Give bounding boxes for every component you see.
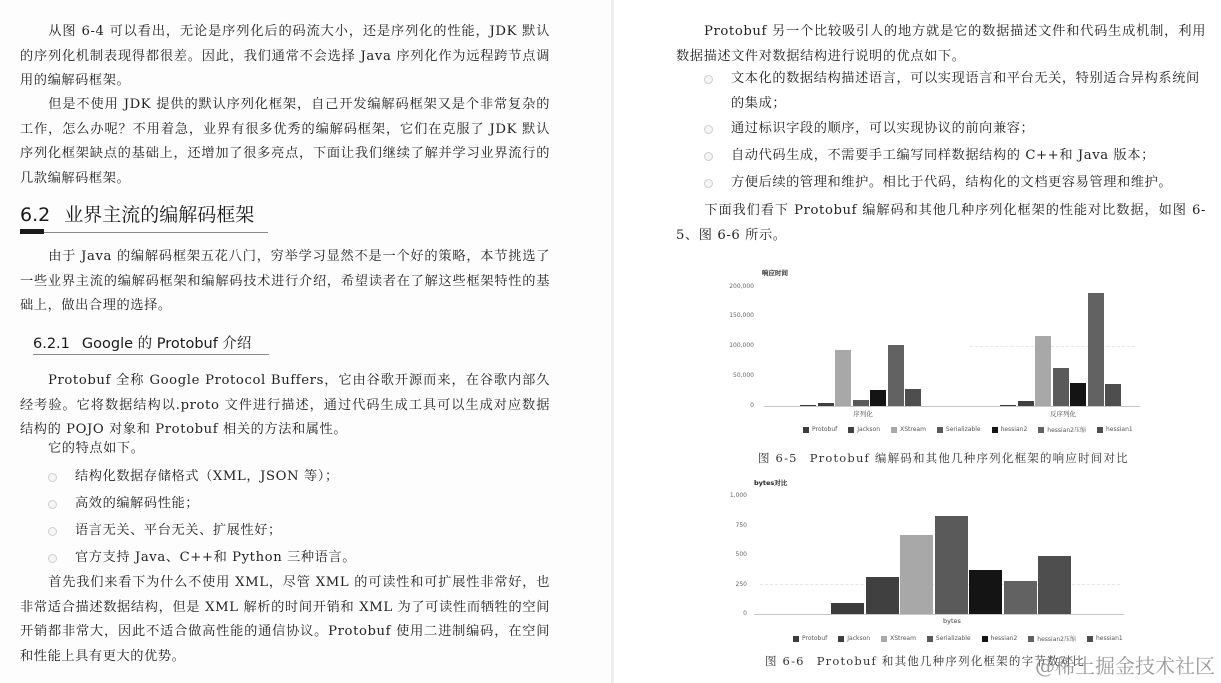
legend-item [937,425,981,434]
chart-title: 响应时间 [762,269,788,277]
y-tick: 0 [750,402,754,409]
bullet-icon [704,179,713,188]
y-tick: 0 [743,610,747,617]
legend-label: Protobuf [812,426,838,433]
y-tick: 200,000 [729,283,754,290]
x-category-label: bytes [943,617,961,625]
legend-label: Jackson [857,426,881,433]
legend-label: hessian1 [1106,426,1133,433]
chart-legend [803,425,1133,434]
bar [870,390,886,406]
paragraph-4: Protobuf 全称 Google Protocol Buffers，它由谷歌开源而来，在谷歌内部久经考验。它将数据结构以.proto 文件进行描述，通过代码生成工具可以生成对应数据结构的 POJO 对象和 Protobuf 相关的方法和属性。 [20,373,550,437]
y-tick: 50,000 [733,372,754,379]
paragraph-1: 从图 6-4 可以看出，无论是序列化后的码流大小，还是序列化的性能，JDK 默认的序列化机制表现得都很差。因此，我们通常不会选择 Java 序列化作为远程跨节点调用的编解码框架。 [20,24,550,88]
bullet-icon [48,554,57,563]
bar [1070,383,1086,406]
bar [1038,556,1071,614]
bar [1004,581,1037,614]
legend-label: Serializable [935,635,971,642]
paragraph-5: 首先我们来看下为什么不使用 XML，尽管 XML 的可读性和可扩展性非常好，也非常适合描述数据结构，但是 XML 解析的时间开销和 XML 为了可读性而牺牲的空间开销都非常大，因此不适合做高性能的通信协议。Protobuf 使用二进制编码，在空间和性能上具有更大的优势。 [20,575,550,664]
legend-item [982,634,1018,643]
legend-swatch-icon [881,636,887,642]
legend-swatch-icon [891,427,897,433]
legend-label: XStream [900,426,926,433]
feature-item: 语言无关、平台无关、扩展性好； [75,519,282,544]
y-tick: 250 [735,581,747,588]
legend-item [1038,425,1086,434]
watermark: @稀土掘金技术社区 [1035,654,1215,678]
feature-item: 官方支持 Java、C++和 Python 三种语言。 [75,546,356,571]
bar [1105,384,1121,406]
advantage-item: 自动代码生成，不需要手工编写同样数据结构的 C++和 Java 版本； [731,144,1206,169]
legend-label: hessian2 [990,635,1018,642]
bullet-icon [48,473,57,482]
legend-label: Protobuf [802,635,828,642]
bullet-icon [704,125,713,134]
bar [888,345,904,406]
legend-swatch-icon [992,427,998,433]
x-axis [754,614,1124,615]
legend-swatch-icon [982,636,988,642]
subsection-title: Google 的 Protobuf 介绍 [81,336,252,352]
legend-item [848,425,880,434]
feature-item: 高效的编解码性能； [75,492,199,517]
legend-label: hessian2压缩 [1037,636,1076,643]
bullet-icon [704,75,713,84]
legend-swatch-icon [1087,636,1093,642]
y-tick: 100,000 [729,342,754,349]
legend-label: Serializable [945,426,981,433]
features-intro: 它的特点如下。 [48,441,145,456]
section-title: 业界主流的编解码框架 [64,204,255,226]
legend-item [803,425,837,434]
bullet-icon [48,500,57,509]
legend-item [1087,634,1123,643]
bar [935,516,968,614]
bullet-icon [704,152,713,161]
right-paragraph-1: Protobuf 另一个比较吸引人的地方就是它的数据描述文件和代码生成机制，利用数据描述文件对数据结构进行说明的优点如下。 [676,24,1206,64]
bullet-icon [48,527,57,536]
bar [900,535,933,614]
plot-area [764,286,1140,406]
plot-area [754,495,1124,614]
figure-6-6-caption: 图 6-6 Protobuf 和其他几种序列化框架的字节数对比 [765,654,1086,668]
paragraph-3: 由于 Java 的编解码框架五花八门，穷举学习显然不是一个好的策略，本节挑选了一些业界主流的编解码框架和编解码技术进行介绍，希望读者在了解这些框架特性的基础上，做出合理的选择。 [20,249,550,313]
section-number: 6.2 [20,204,51,226]
legend-swatch-icon [937,427,943,433]
legend-swatch-icon [803,427,809,433]
legend-item [927,634,971,643]
legend-item [891,425,926,434]
bar [835,350,851,406]
legend-item [793,634,827,643]
legend-label: Jackson [847,635,871,642]
legend-item [838,634,870,643]
legend-label: hessian2压缩 [1047,427,1086,434]
legend-swatch-icon [848,427,854,433]
chart-legend [793,634,1123,643]
bar [969,570,1002,614]
figure-6-5-caption: 图 6-5 Protobuf 编解码和其他几种序列化框架的响应时间对比 [758,451,1129,465]
feature-item: 结构化数据存储格式（XML，JSON 等）； [75,465,339,490]
legend-item [992,425,1028,434]
advantage-item: 方便后续的管理和维护。相比于代码，结构化的文档更容易管理和维护。 [731,171,1206,196]
advantage-item: 文本化的数据结构描述语言，可以实现语言和平台无关，特别适合异构系统间的集成； [731,67,1206,116]
bar [905,389,921,406]
x-axis [764,406,1140,407]
legend-swatch-icon [1038,427,1044,433]
response-time-chart [720,260,1140,440]
right-paragraph-2: 下面我们看下 Protobuf 编解码和其他几种序列化框架的性能对比数据，如图 6-5、图 6-6 所示。 [676,203,1206,243]
legend-swatch-icon [793,636,799,642]
y-tick: 500 [735,551,747,558]
chart-title: bytes对比 [754,479,788,487]
y-tick: 150,000 [729,312,754,319]
legend-label: XStream [890,635,916,642]
legend-swatch-icon [838,636,844,642]
legend-item [881,634,916,643]
legend-swatch-icon [1028,636,1034,642]
legend-label: hessian2 [1000,426,1028,433]
bar [1035,336,1051,406]
legend-swatch-icon [1097,427,1103,433]
legend-swatch-icon [927,636,933,642]
legend-item [1097,425,1133,434]
legend-item [1028,634,1076,643]
advantage-item: 通过标识字段的顺序，可以实现协议的前向兼容； [731,117,1206,142]
paragraph-2: 但是不使用 JDK 提供的默认序列化框架，自己开发编解码框架又是个非常复杂的工作，怎么办呢？不用着急，业界有很多优秀的编解码框架，它们在克服了 JDK 默认序列化框架缺点的基础上，还增加了很多亮点，下面让我们继续了解并学习业界流行的几款编解码框架。 [20,97,550,186]
bar [866,577,899,614]
subsection-number: 6.2.1 [33,336,70,352]
y-tick: 1,000 [729,492,747,499]
bar [1088,293,1104,406]
bytes-chart [720,470,1140,650]
legend-label: hessian1 [1096,635,1123,642]
x-category-label: 反序列化 [1050,410,1076,418]
subsection-heading [33,332,269,355]
x-category-label: 序列化 [853,410,873,418]
y-tick: 750 [735,522,747,529]
section-heading [20,200,268,233]
bar [1053,368,1069,406]
bar [831,603,864,614]
